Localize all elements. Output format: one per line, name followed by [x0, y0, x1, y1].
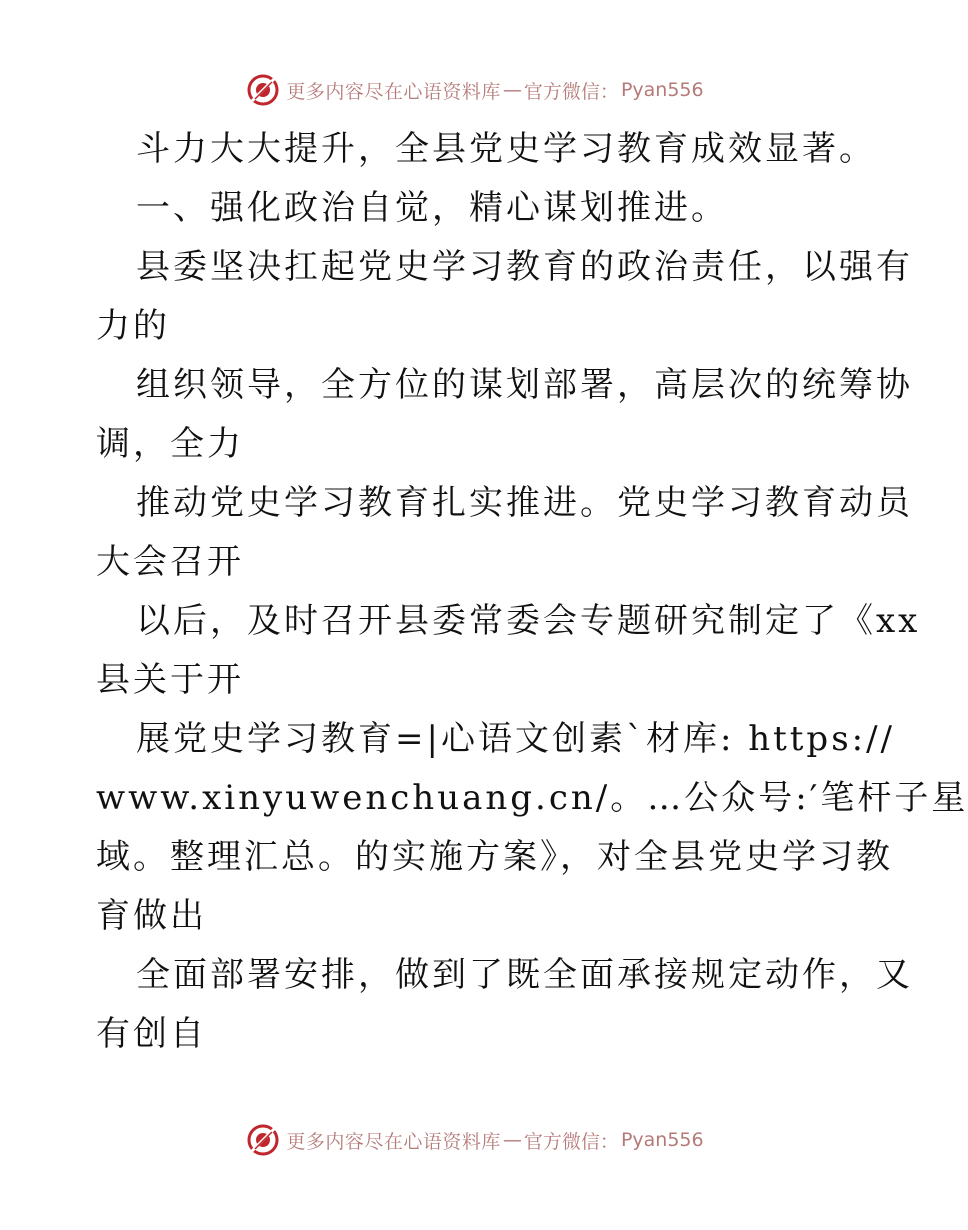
text-line: 域。整理汇总。的实施方案》，对全县党史学习教	[96, 837, 893, 877]
wechat-id: Pyan556	[620, 79, 704, 101]
wechat-id: Pyan556	[620, 1129, 704, 1151]
text-line: 调，全力	[96, 424, 244, 464]
text-line: 县委坚决扛起党史学习教育的政治责任，以强有	[136, 247, 913, 287]
banner-text: 更多内容尽在心语资料库	[286, 80, 501, 103]
text-line: 组织领导，全方位的谋划部署，高层次的统筹协	[136, 365, 913, 405]
text-line: 有创自	[96, 1014, 207, 1054]
text-line: 以后，及时召开县委常委会专题研究制定了《xx	[136, 601, 921, 641]
text-line: 大会召开	[96, 542, 244, 582]
banner-separator: —	[502, 1129, 522, 1151]
logo-icon	[246, 73, 280, 107]
text-line: 全面部署安排，做到了既全面承接规定动作，又	[136, 955, 913, 995]
logo-icon	[246, 1123, 280, 1157]
banner-text: 更多内容尽在心语资料库	[286, 1130, 501, 1153]
text-line: 育做出	[96, 896, 207, 936]
text-line: 斗力大大提升，全县党史学习教育成效显著。	[136, 129, 876, 169]
text-line: 县关于开	[96, 660, 244, 700]
text-line: www.xinyuwenchuang.cn/。…公众号:′笔杆子星	[96, 778, 968, 818]
text-line: 展党史学习教育=|心语文创素`材库: https://	[136, 719, 896, 759]
section-heading: 一、强化政治自觉，精心谋划推进。	[136, 188, 728, 228]
banner-separator: —	[502, 79, 522, 101]
document-body	[96, 120, 968, 1064]
wechat-label: 官方微信：	[523, 80, 619, 103]
wechat-label: 官方微信：	[523, 1130, 619, 1153]
text-line: 推动党史学习教育扎实推进。党史学习教育动员	[136, 483, 913, 523]
footer-banner	[0, 1120, 950, 1160]
header-banner	[0, 70, 950, 110]
text-line: 力的	[96, 306, 170, 346]
